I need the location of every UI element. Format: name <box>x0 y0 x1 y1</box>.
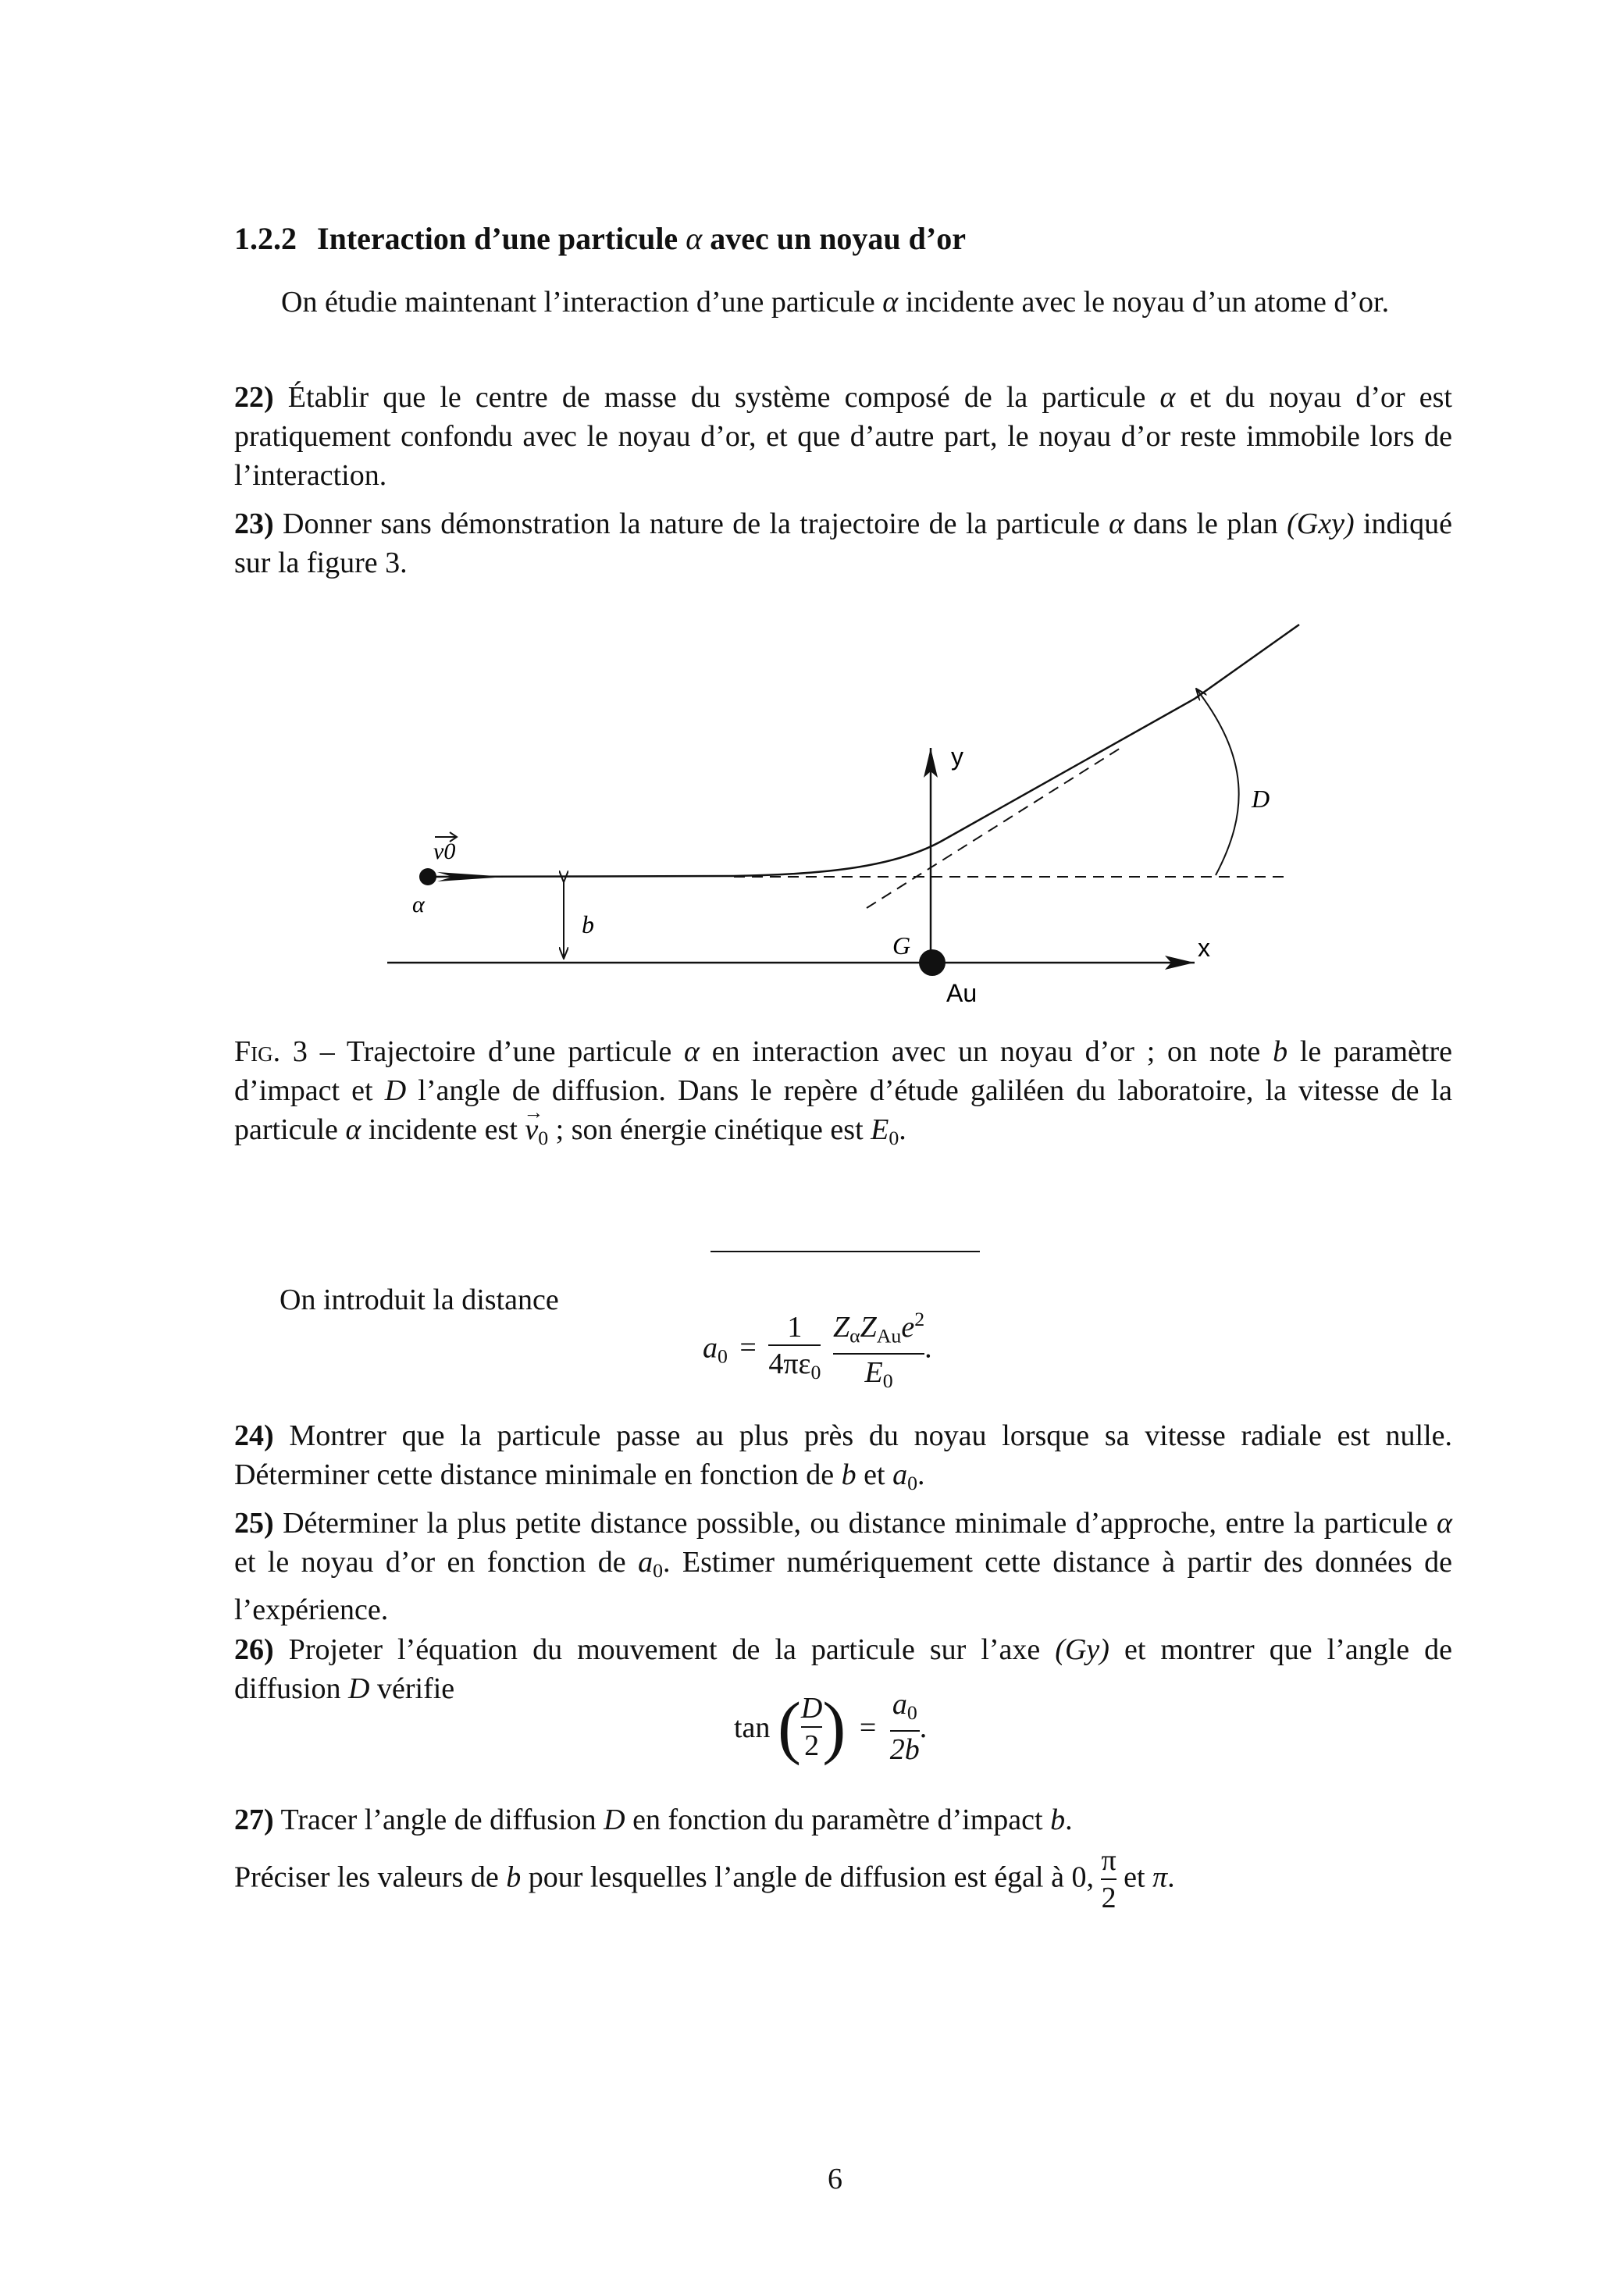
distance-intro: On introduit la distance <box>280 1284 559 1316</box>
question-27 <box>234 1800 1452 1915</box>
question-26: 26) Projeter l’équation du mouvement de la particule sur l’axe (Gy) et montrer que l’angle de diffusion D vérifie <box>234 1633 1453 1705</box>
label-v0 <box>433 832 457 864</box>
section-number: 1.2.2 <box>234 221 297 256</box>
gold-nucleus <box>919 949 946 976</box>
v0-vector: v → <box>525 1110 538 1149</box>
question-25: 25) Déterminer la plus petite distance possible, ou distance minimale d’approche, entre la particule α et le noyau d’or en fonction de $a_0$. Estimer numériquement cette distance à partir des données de l’expérience. <box>234 1507 1453 1627</box>
question-22: 22) Établir que le centre de masse du système composé de la particule α et du noyau d’or est pratiquement confondu avec le noyau d’or, et que d’autre part, le noyau d’or reste immobile lors de l’interaction. <box>234 381 1452 492</box>
separator-rule <box>710 1251 980 1252</box>
label-v0-text: v0 <box>433 839 456 864</box>
figure-caption: Fig. 3 – Trajectoire d’une particule α en interaction avec un noyau d’or ; on note b le paramètre d’impact et D l’angle de diffusion. Dans le repère d’étude galiléen du laboratoire, la vitesse de la particule α incidente est $v \to_0$ ; son énergie cinétique est $E_0$. <box>234 1032 1452 1158</box>
fraction-D-over-2: $\frac{D}{2}$ <box>800 1692 823 1762</box>
label-Au: Au <box>946 979 978 1007</box>
page-number: 6 <box>828 2163 842 2195</box>
scattering-angle-arc <box>1196 689 1239 875</box>
alpha-particle <box>419 868 436 885</box>
label-x: x <box>1198 934 1210 962</box>
intro-paragraph: On étudie maintenant l’interaction d’une particule α incidente avec le noyau d’un atome d’or. <box>281 286 1390 319</box>
label-alpha: α <box>412 892 425 917</box>
alpha-trajectory <box>428 625 1299 877</box>
figure-3-diagram <box>0 0 1624 1015</box>
fraction-charge-energy: $\frac{Z_\alpha Z_{Au}e^2}{E_0}$ <box>833 1302 924 1398</box>
question-27-line-1: 27) Tracer l’angle de diffusion D en fonction du paramètre d’impact b. <box>234 1804 1073 1836</box>
label-D: D <box>1252 785 1270 813</box>
fraction-a0-over-2b: $\frac{a_0}{2b}$ <box>889 1688 920 1766</box>
question-27-line-2: Préciser les valeurs de b pour lesquelles l’angle de diffusion est égal à 0, $\frac{\pi}{2}$ et π. <box>234 1844 1175 1914</box>
label-G: G <box>892 931 911 960</box>
fraction-coulomb-constant: $\frac{1}{4\pi\varepsilon_0}$ <box>768 1311 821 1390</box>
question-24: 24) Montrer que la particule passe au plus près du noyau lorsque sa vitesse radiale est nulle. Déterminer cette distance minimale en fonction de b et $a_0$. <box>234 1419 1452 1495</box>
label-y: y <box>951 742 963 771</box>
label-b: b <box>582 910 594 938</box>
outgoing-asymptote-dashed-line <box>867 746 1124 908</box>
question-23: 23) Donner sans démonstration la nature de la trajectoire de la particule α dans le plan (Gxy) indiqué sur la figure 3. <box>234 507 1452 579</box>
tan-equation: tan ( $\frac{D}{2}$ ) = $\frac{a_0}{2b}$ . <box>734 1688 928 1766</box>
section-title: 1.2.2 Interaction d’une particule α avec un noyau d’or <box>234 221 966 256</box>
distance-equation: $a_0$ = $\frac{1}{4\pi\varepsilon_0}$ $\frac{Z_\alpha Z_{Au}e^2}{E_0}$ . <box>703 1302 932 1398</box>
fraction-pi-over-2: $\frac{\pi}{2}$ <box>1101 1844 1116 1914</box>
